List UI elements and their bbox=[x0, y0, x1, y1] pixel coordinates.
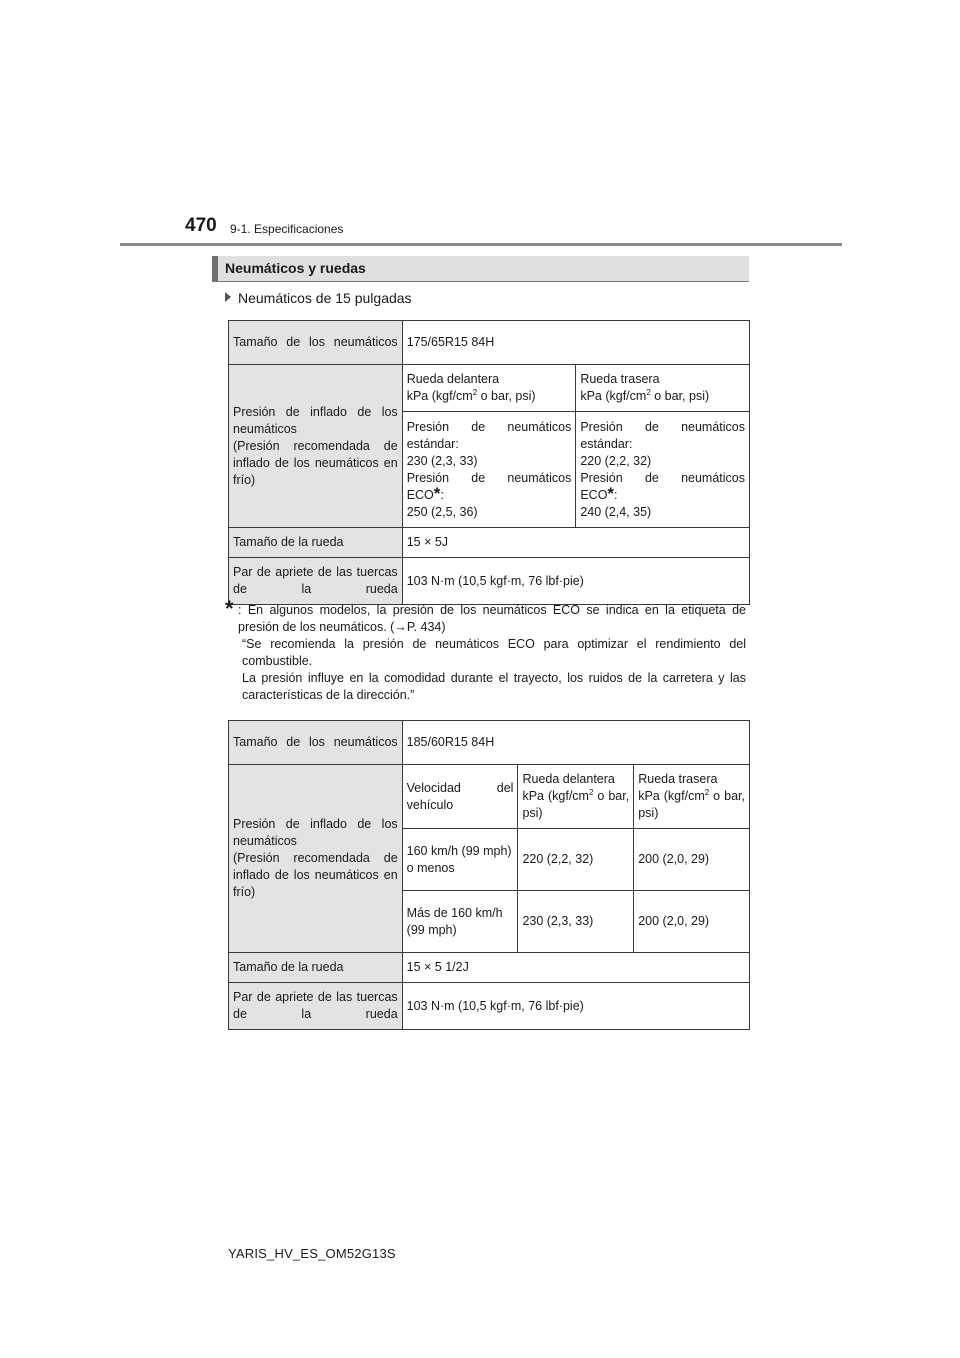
wheel-size-value: 15 × 5 1/2J bbox=[402, 953, 749, 983]
inflation-label-main: Presión de inflado de los neumáticos bbox=[233, 404, 398, 436]
eco-star: * bbox=[607, 483, 615, 503]
footnote-line-2: “Se recomienda la presión de neumáticos ECO para optimizar el rendimiento del combustible. bbox=[242, 637, 746, 668]
inflation-label-main: Presión de inflado de los neumáticos bbox=[233, 817, 398, 848]
tire-size-label: Tamaño de los neumáticos bbox=[229, 321, 403, 365]
inflation-label bbox=[229, 765, 403, 953]
units-superscript: 2 bbox=[646, 387, 651, 397]
footnote-star: * bbox=[225, 596, 234, 621]
rear-eco-pressure: 240 (2,4, 35) bbox=[580, 504, 652, 519]
front-wheel-header bbox=[518, 765, 634, 829]
standard-pressure-label: Presión de neumáticos estándar: bbox=[406, 419, 572, 451]
units-text-end: o bar, psi) bbox=[522, 789, 630, 820]
section-heading bbox=[212, 256, 749, 282]
units-text: kPa (kgf/cm bbox=[580, 389, 647, 403]
front-title: Rueda delantera bbox=[522, 772, 615, 786]
eco-pressure-label: Presión de neumáticos ECO bbox=[406, 470, 572, 502]
inflation-label bbox=[229, 365, 403, 528]
arrow-right-icon bbox=[225, 292, 231, 302]
tire-size-label: Tamaño de los neumáticos bbox=[229, 721, 403, 765]
front-wheel-header bbox=[402, 365, 576, 412]
footnote-line-1: : En algunos modelos, la presión de los neumáticos ECO se indica en la etiqueta de presión de los neumáticos. (→P. 434) bbox=[238, 603, 746, 634]
units-text: kPa (kgf/cm bbox=[522, 789, 589, 803]
heading-text: Neumáticos y ruedas bbox=[225, 260, 366, 276]
units-superscript: 2 bbox=[472, 387, 478, 397]
tire-size-value: 175/65R15 84H bbox=[402, 321, 749, 365]
units-text-end: o bar, psi) bbox=[638, 789, 745, 820]
torque-value: 103 N·m (10,5 kgf·m, 76 lbf·pie) bbox=[402, 983, 749, 1030]
rear-pressure-cell: 200 (2,0, 29) bbox=[634, 891, 750, 953]
rear-pressure-cell bbox=[576, 412, 750, 528]
footnote-line-3: La presión influye en la comodidad durante el trayecto, los ruidos de la carretera y las características de la dirección.” bbox=[242, 671, 746, 702]
torque-label: Par de apriete de las tuercas de la rueda bbox=[229, 558, 403, 605]
front-title: Rueda delantera bbox=[406, 372, 500, 386]
units-text-end: o bar, psi) bbox=[650, 389, 710, 403]
eco-pressure-label: Presión de neumáticos ECO bbox=[580, 470, 745, 502]
tire-spec-table-1 bbox=[228, 320, 750, 605]
units-superscript: 2 bbox=[704, 787, 710, 797]
eco-colon: : bbox=[614, 487, 618, 502]
rear-pressure-cell: 200 (2,0, 29) bbox=[634, 829, 750, 891]
inflation-label-note: (Presión recomendada de inflado de los neumáticos en frío) bbox=[233, 851, 398, 899]
eco-star: * bbox=[433, 483, 441, 503]
heading-marker bbox=[212, 256, 218, 281]
inflation-label-note: (Presión recomendada de inflado de los neumáticos en frío) bbox=[233, 438, 398, 487]
rear-wheel-header bbox=[576, 365, 750, 412]
document-code: YARIS_HV_ES_OM52G13S bbox=[228, 1246, 396, 1261]
footnote bbox=[225, 596, 746, 704]
eco-colon: : bbox=[440, 487, 444, 502]
speed-header: Velocidad del vehículo bbox=[402, 765, 518, 829]
front-pressure-cell: 220 (2,2, 32) bbox=[518, 829, 634, 891]
rear-wheel-header bbox=[634, 765, 750, 829]
subheading-text: Neumáticos de 15 pulgadas bbox=[238, 290, 412, 306]
subheading bbox=[225, 290, 412, 306]
torque-value: 103 N·m (10,5 kgf·m, 76 lbf·pie) bbox=[402, 558, 749, 605]
units-superscript: 2 bbox=[588, 787, 594, 797]
tire-size-value: 185/60R15 84H bbox=[402, 721, 749, 765]
standard-pressure-label: Presión de neumáticos estándar: bbox=[580, 419, 745, 451]
front-eco-pressure: 250 (2,5, 36) bbox=[406, 504, 478, 519]
header-rule bbox=[120, 243, 842, 246]
units-text: kPa (kgf/cm bbox=[406, 389, 473, 403]
tire-spec-table-2 bbox=[228, 720, 750, 1030]
wheel-size-label: Tamaño de la rueda bbox=[229, 528, 403, 558]
speed-cell: 160 km/h (99 mph) o menos bbox=[402, 829, 518, 891]
page-number: 470 bbox=[185, 215, 217, 236]
speed-cell: Más de 160 km/h (99 mph) bbox=[402, 891, 518, 953]
wheel-size-label: Tamaño de la rueda bbox=[229, 953, 403, 983]
section-title: 9-1. Especificaciones bbox=[230, 222, 344, 236]
units-text-end: o bar, psi) bbox=[477, 389, 536, 403]
front-standard-pressure: 230 (2,3, 33) bbox=[406, 453, 478, 468]
rear-title: Rueda trasera bbox=[580, 372, 660, 386]
torque-label: Par de apriete de las tuercas de la rueda bbox=[229, 983, 403, 1030]
front-pressure-cell bbox=[402, 412, 576, 528]
rear-standard-pressure: 220 (2,2, 32) bbox=[580, 453, 652, 468]
rear-title: Rueda trasera bbox=[638, 772, 718, 786]
wheel-size-value: 15 × 5J bbox=[402, 528, 749, 558]
units-text: kPa (kgf/cm bbox=[638, 789, 705, 803]
front-pressure-cell: 230 (2,3, 33) bbox=[518, 891, 634, 953]
